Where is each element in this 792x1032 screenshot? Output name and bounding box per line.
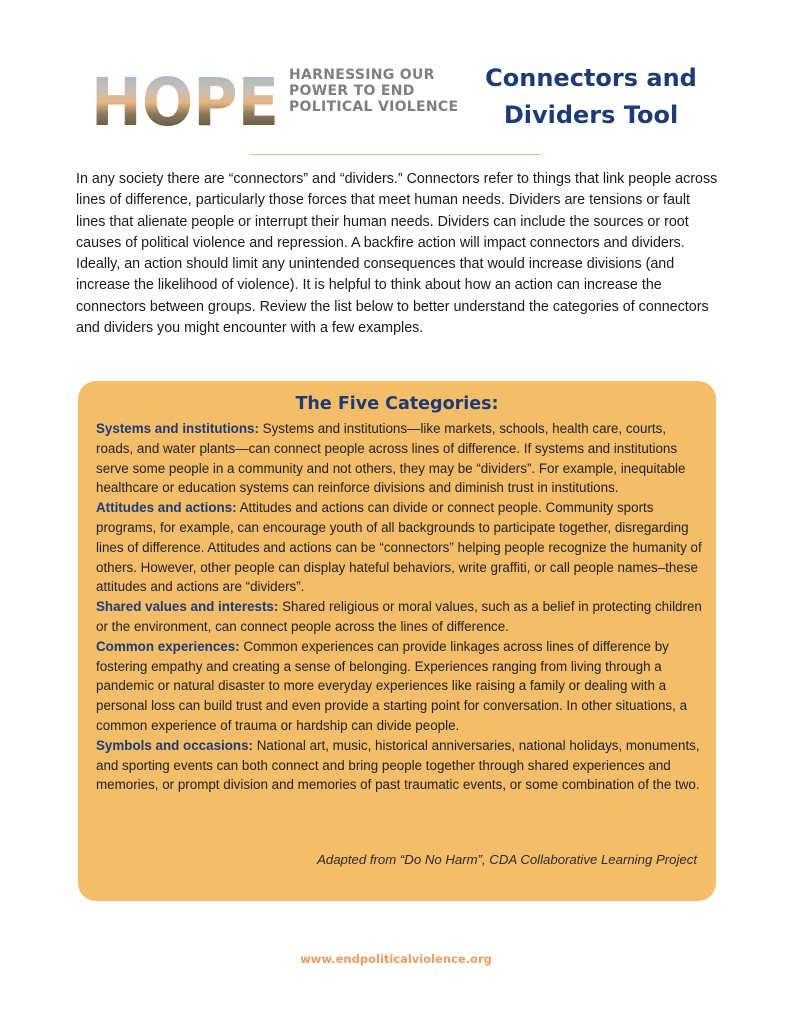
- category-item: [96, 637, 704, 736]
- document-header: [90, 60, 730, 140]
- page-title: [478, 60, 704, 134]
- category-text: Attitudes and actions can divide or connect people. Community sports programs, for example, can encourage youth of all backgrounds to participate together, disregarding lines of difference. Attitudes and actions can be “connectors” helping people recognize the humanity of others. However, other people can display hateful behaviors, write graffiti, or call people names–these attitudes and actions are “dividers”.: [96, 500, 702, 595]
- categories-box: [78, 381, 716, 901]
- header-divider: [250, 154, 541, 155]
- category-text: National art, music, historical anniversaries, national holidays, monuments, and sporting events can both connect and bring people together through shared experiences and memories, or prompt division and memories of past traumatic events, or some combination of the two.: [96, 737, 700, 793]
- tagline-line: POLITICAL VIOLENCE: [289, 99, 459, 115]
- hope-logo-text: HOPE: [91, 67, 279, 131]
- page-title-line: Dividers Tool: [503, 101, 679, 129]
- category-text: Shared religious or moral values, such as a belief in protecting children or the environment, can connect people across the lines of difference.: [96, 599, 702, 634]
- category-term: Systems and institutions:: [96, 421, 259, 436]
- logo-tagline: [289, 67, 479, 115]
- footer-url[interactable]: www.endpoliticalviolence.org: [300, 952, 492, 966]
- category-term: Attitudes and actions:: [96, 500, 237, 516]
- category-term: Symbols and occasions:: [96, 737, 254, 753]
- hope-logo: [90, 67, 280, 131]
- categories-title: The Five Categories:: [295, 394, 499, 414]
- category-term: Common experiences:: [96, 638, 240, 654]
- intro-paragraph: In any society there are “connectors” and “dividers.” Connectors refer to things that link people across lines of difference, particularly those forces that meet human needs. Dividers are tensions or fault lines that alienate people or interrupt their human needs. Dividers can include the sources or root causes of political violence and repression. A backfire action will impact connectors and dividers. Ideally, an action should limit any unintended consequences that would increase divisions (and increase the likelihood of violence). It is helpful to think about how an action can increase the connectors between groups. Review the list below to better understand the categories of connectors and dividers you might encounter with a few examples.: [76, 171, 718, 337]
- category-term: Shared values and interests:: [96, 599, 279, 615]
- page-title-line: Connectors and: [485, 64, 697, 92]
- source-credit: Adapted from “Do No Harm”, CDA Collaborative Learning Project: [317, 852, 697, 867]
- category-item: [96, 498, 704, 597]
- category-text: Systems and institutions—like markets, schools, health care, courts, roads, and water plants—can connect people across lines of difference. If systems and institutions serve some people in a community and not others, they may be “dividers”. For example, inequitable healthcare or education systems can reinforce divisions and diminish trust in institutions.: [96, 421, 686, 496]
- category-item: [96, 736, 704, 795]
- tagline-line: HARNESSING OUR: [289, 67, 435, 83]
- categories-list: [96, 419, 704, 795]
- category-text: Common experiences can provide linkages across lines of difference by fostering empathy and creating a sense of belonging. Experiences ranging from living through a pandemic or natural disaster to more everyday experiences like raising a family or dealing with a personal loss can build trust and even provide a starting point for conversation. In other situations, a common experience of trauma or hardship can divide people.: [96, 638, 688, 733]
- category-item: [96, 597, 704, 637]
- tagline-line: POWER TO END: [289, 83, 415, 99]
- category-item: [96, 419, 704, 498]
